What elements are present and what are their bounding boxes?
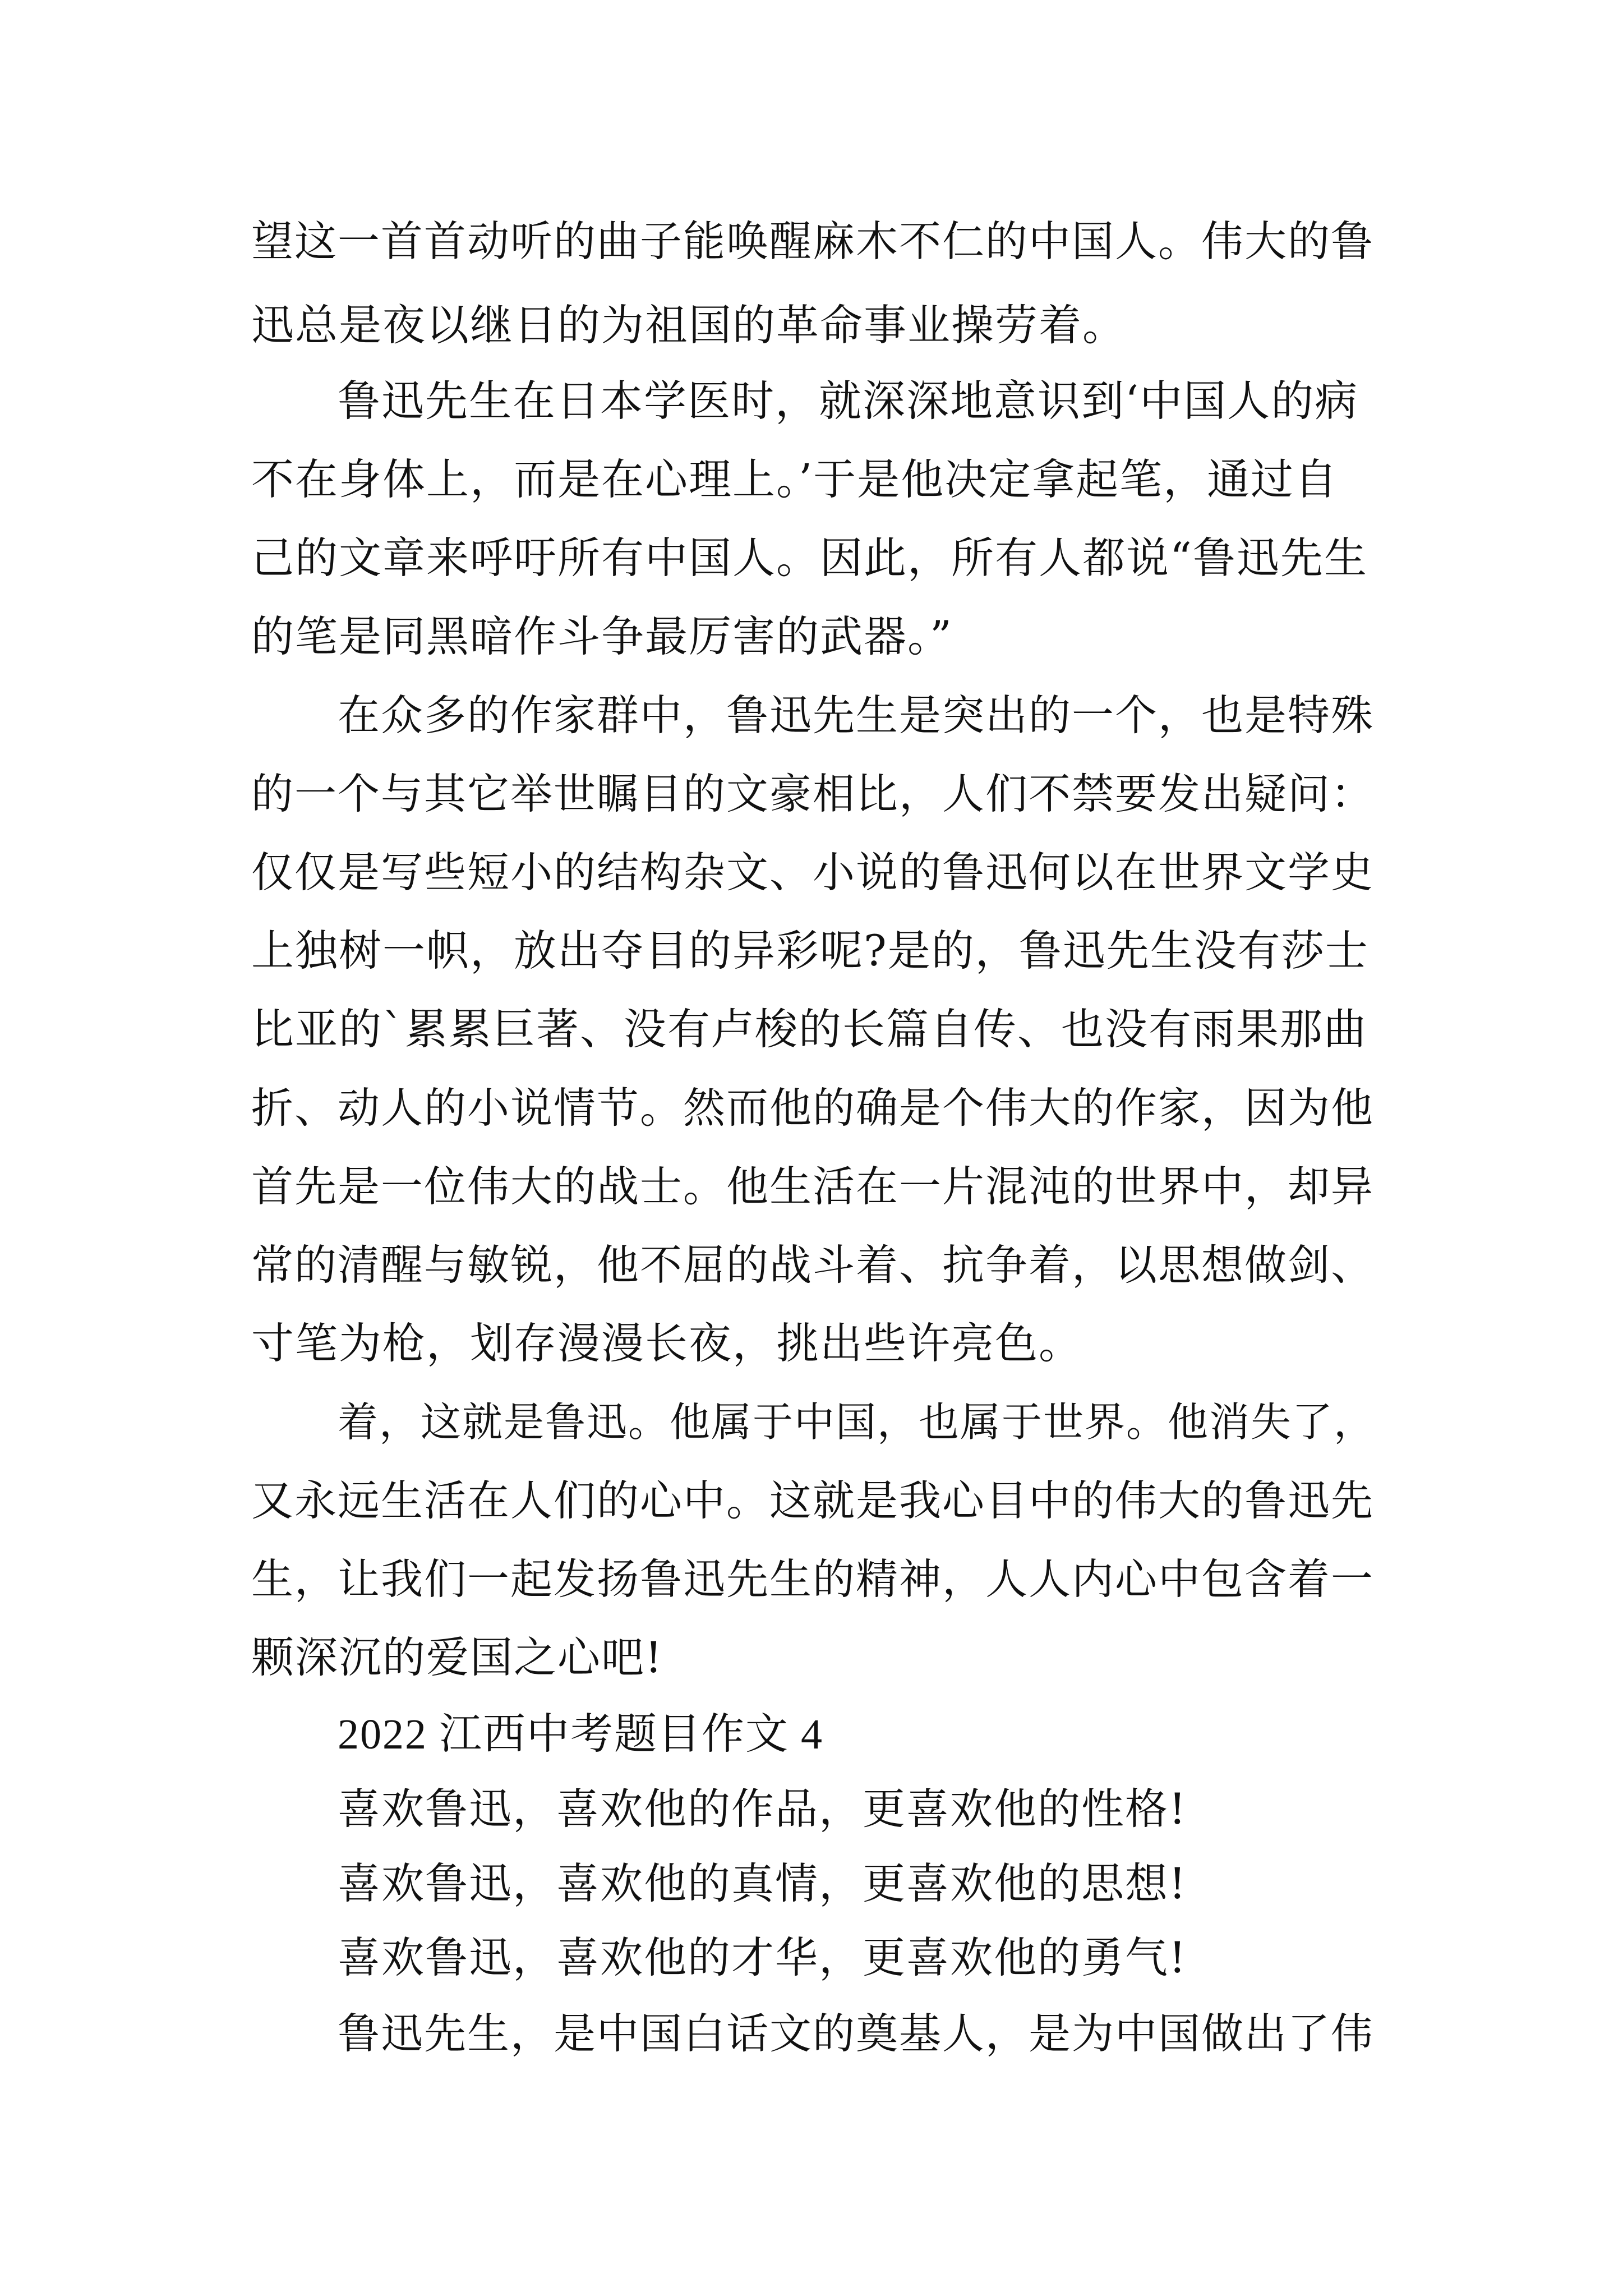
text-line	[0, 446, 1623, 513]
section-heading	[0, 1701, 1623, 1768]
line-text: 仅仅是写些短小的结构杂文、小说的鲁迅何以在世界文学史	[251, 848, 1375, 897]
line-text: 喜欢鲁迅，喜欢他的才华，更喜欢他的勇气!	[338, 1932, 1187, 1982]
text-line	[0, 1074, 1623, 1142]
paragraph-first-line	[0, 2000, 1623, 2067]
line-text: 己的文章来呼吁所有中国人。因此，所有人都说“鲁迅先生	[251, 533, 1368, 583]
line-text: 常的清醒与敏锐，他不屈的战斗着、抗争着，以思想做剑、	[251, 1240, 1375, 1290]
line-text: 寸笔为枪，划存漫漫长夜，挑出些许亮色。	[251, 1318, 1082, 1368]
text-line	[0, 603, 1623, 670]
text-line	[0, 1310, 1623, 1377]
line-text: 望这一首首动听的曲子能唤醒麻木不仁的中国人。伟大的鲁	[251, 217, 1375, 266]
line-text: 鲁迅先生，是中国白话文的奠基人，是为中国做出了伟	[338, 2009, 1375, 2058]
text-line	[0, 1231, 1623, 1299]
text-line	[0, 760, 1623, 827]
line-text: 首先是一位伟大的战士。他生活在一片混沌的世界中，却异	[251, 1162, 1375, 1211]
text-line	[0, 1545, 1623, 1613]
line-text: 生，让我们一起发扬鲁迅先生的精神，人人内心中包含着一	[251, 1554, 1375, 1604]
line-text: 折、动人的小说情节。然而他的确是个伟大的作家，因为他	[251, 1083, 1375, 1133]
line-text: 不在身体上，而是在心理上。’于是他决定拿起笔，通过自	[251, 454, 1339, 504]
text-line	[0, 1153, 1623, 1220]
paragraph-first-line	[0, 1924, 1623, 1991]
text-line	[0, 292, 1623, 359]
paragraph-first-line	[0, 1775, 1623, 1843]
line-text: 又永远生活在人们的心中。这就是我心目中的伟大的鲁迅先	[251, 1476, 1375, 1525]
text-line	[0, 208, 1623, 275]
section-heading-text: 2022 江西中考题目作文 4	[338, 1711, 823, 1758]
text-line	[0, 524, 1623, 592]
line-text: 比亚的`累累巨著、没有卢梭的长篇自传、也没有雨果那曲	[251, 1004, 1367, 1054]
line-text: 鲁迅先生在日本学医时，就深深地意识到‘中国人的病	[338, 376, 1359, 426]
text-line	[0, 1624, 1623, 1691]
line-text: 颗深沉的爱国之心吧!	[251, 1632, 663, 1682]
line-text: 在众多的作家群中，鲁迅先生是突出的一个，也是特殊	[338, 691, 1375, 740]
paragraph-first-line	[0, 682, 1623, 749]
paragraph-first-line	[0, 1850, 1623, 1917]
line-text: 的笔是同黑暗作斗争最厉害的武器。”	[251, 611, 953, 661]
text-line	[0, 917, 1623, 984]
text-line	[0, 996, 1623, 1063]
line-text: 喜欢鲁迅，喜欢他的真情，更喜欢他的思想!	[338, 1858, 1187, 1908]
line-text: 迅总是夜以继日的为祖国的革命事业操劳着。	[251, 300, 1126, 350]
paragraph-first-line	[0, 1388, 1623, 1456]
paragraph-first-line	[0, 367, 1623, 435]
text-line	[0, 1467, 1623, 1534]
line-text: 着，这就是鲁迅。他属于中国，也属于世界。他消失了，	[338, 1398, 1376, 1446]
line-text: 上独树一帜，放出夺目的异彩呢?是的，鲁迅先生没有莎士	[251, 926, 1369, 976]
line-text: 的一个与其它举世瞩目的文豪相比，人们不禁要发出疑问：	[251, 769, 1375, 818]
text-line	[0, 839, 1623, 906]
line-text: 喜欢鲁迅，喜欢他的作品，更喜欢他的性格!	[338, 1784, 1187, 1834]
